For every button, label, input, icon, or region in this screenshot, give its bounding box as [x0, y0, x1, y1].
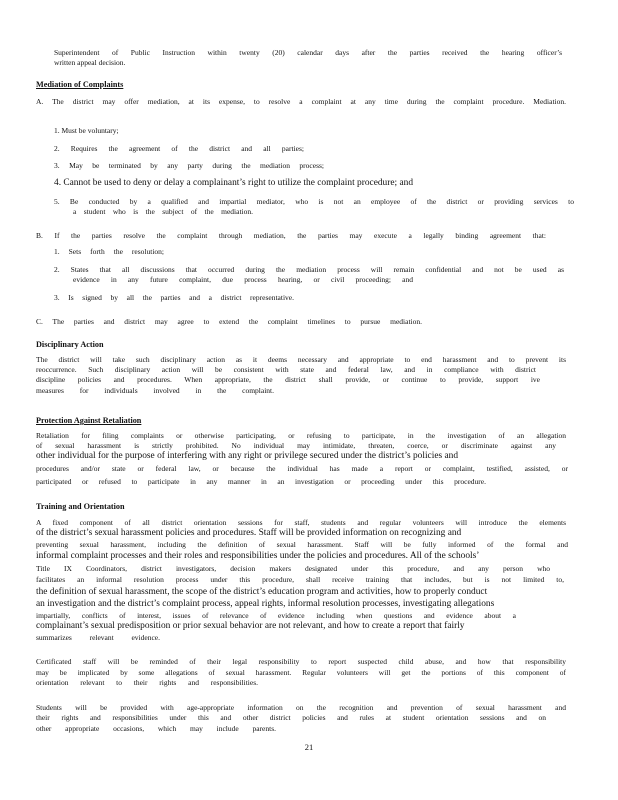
text-line: procedures and/or state or federal law, or because the individual has made a report or complaint, testified, assisted, or: [36, 464, 568, 473]
text-line: preventing sexual harassment, including the definition of sexual harassment. Staff will be fully informed of the formal and: [36, 540, 568, 549]
text-line: participated or refused to participate in any manner in an investigation or proceeding under this procedure.: [36, 477, 486, 486]
text-line: other appropriate occasions, which may include parents.: [36, 724, 276, 733]
text-line: C. The parties and district may agree to extend the complaint timelines to pursue mediation.: [36, 317, 422, 326]
section-heading: Disciplinary Action: [36, 340, 104, 349]
text-line: A fixed component of all district orientation sessions for staff, students and regular volunteers will introduce the elements: [36, 518, 566, 527]
text-line: 3. May be terminated by any party during the mediation process;: [54, 161, 324, 170]
text-line: informal complaint processes and their roles and responsibilities under the policies and procedures. All of the schools’: [36, 551, 480, 561]
text-line: Title IX Coordinators, district investigators, decision makers designated under this procedure, and any person who: [36, 564, 550, 573]
text-line: other individual for the purpose of interfering with any right or privilege secured under the district’s policies and: [36, 451, 459, 461]
text-line: orientation relevant to their rights and responsibilities.: [36, 678, 258, 687]
text-line: evidence in any future complaint, due process hearing, or civil proceeding; and: [73, 275, 413, 284]
text-line: 1. Must be voluntary;: [54, 126, 119, 135]
text-line: of the district’s sexual harassment policies and procedures. Staff will be provided information on recognizing and: [36, 528, 462, 538]
text-line: of sexual harassment is strictly prohibited. No individual may intimidate, threaten, coerce, or discriminate against any: [36, 441, 556, 450]
section-heading: Protection Against Retaliation: [36, 416, 142, 425]
text-line: Superintendent of Public Instruction within twenty (20) calendar days after the parties received the hearing officer’s: [54, 48, 562, 57]
text-line: A. The district may offer mediation, at its expense, to resolve a complaint at any time during the complaint procedure. Mediation.: [36, 97, 566, 106]
section-heading: Mediation of Complaints: [36, 80, 124, 89]
text-line: The district will take such disciplinary action as it deems necessary and appropriate to end harassment and to prevent its: [36, 355, 566, 364]
text-line: may be implicated by some allegations of sexual harassment. Regular volunteers will get the portions of this component of: [36, 668, 566, 677]
text-line: written appeal decision.: [54, 58, 126, 67]
text-line: an investigation and the district’s complaint process, appeal rights, informal resolution processes, investigating allegations: [36, 599, 495, 609]
page-number: 21: [304, 742, 314, 752]
text-line: B. If the parties resolve the complaint through mediation, the parties may execute a legally binding agreement that:: [36, 231, 546, 240]
section-heading: Training and Orientation: [36, 502, 125, 511]
text-line: their rights and responsibilities under this and other district policies and rules at student orientation sessions and on: [36, 713, 546, 722]
text-line: Certificated staff will be reminded of their legal responsibility to report suspected child abuse, and how that responsibility: [36, 657, 566, 666]
text-line: summarizes relevant evidence.: [36, 633, 160, 642]
text-line: a student who is the subject of the mediation.: [73, 207, 253, 216]
text-line: complainant’s sexual predisposition or prior sexual behavior are not relevant, and how to create a report that fairly: [36, 621, 465, 631]
text-line: 4. Cannot be used to deny or delay a complainant’s right to utilize the complaint procedure; and: [54, 178, 414, 188]
text-line: 2. States that all discussions that occurred during the mediation process will remain confidential and not be used as: [54, 265, 564, 274]
text-line: 2. Requires the agreement of the district and all parties;: [54, 144, 304, 153]
text-line: 5. Be conducted by a qualified and impartial mediator, who is not an employee of the district or providing services to: [54, 197, 574, 206]
text-line: impartially, conflicts of interest, issues of relevance of evidence including when questions and evidence about a: [36, 611, 516, 620]
text-line: the definition of sexual harassment, the scope of the district’s education program and activities, how to properly conduct: [36, 587, 488, 597]
text-line: 3. Is signed by all the parties and a district representative.: [54, 293, 294, 302]
text-line: Students will be provided with age-appropriate information on the recognition and prevention of sexual harassment and: [36, 703, 566, 712]
text-line: measures for individuals involved in the complaint.: [36, 386, 274, 395]
text-line: reoccurrence. Such disciplinary action will be consistent with state and federal law, and in compliance with district: [36, 365, 536, 374]
text-line: discipline policies and procedures. When appropriate, the district shall provide, or continue to provide, support ive: [36, 375, 540, 384]
text-line: 1. Sets forth the resolution;: [54, 247, 164, 256]
text-line: facilitates an informal resolution process under this procedure, shall receive training that includes, but is not limited to,: [36, 575, 564, 584]
text-line: Retaliation for filing complaints or otherwise participating, or refusing to participate, in the investigation of an allegation: [36, 431, 566, 440]
